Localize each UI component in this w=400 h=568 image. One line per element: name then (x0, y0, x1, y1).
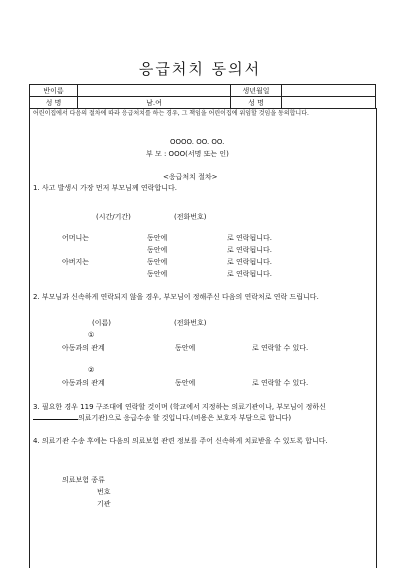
time-column-label: (시간/기간) (96, 213, 131, 221)
gender-field[interactable]: 남.여 (78, 97, 231, 109)
info-table (29, 84, 376, 109)
mother-during-1: 동안에 (147, 234, 168, 242)
mother-during-2: 동안에 (147, 246, 168, 254)
insurance-number-label: 번호 (97, 488, 111, 496)
step-4: 4. 의료기관 수송 후에는 다음의 의료보험 관련 정보를 주어 신속하게 치료받을 수 있도록 합니다. (33, 437, 328, 445)
hospital-blank[interactable] (33, 413, 78, 420)
parent-signature-line: 부 모 : OOO(서명 또는 인) (146, 150, 229, 158)
signature-field[interactable] (282, 97, 376, 109)
father-during-1: 동안에 (147, 258, 168, 266)
page-title: 응급처치 동의서 (138, 60, 262, 78)
step-3 (33, 402, 371, 424)
mother-contact-1: 로 연락됩니다. (227, 234, 273, 242)
step-3-text-a: 3. 필요한 경우 119 구조대에 연락할 것이며 (학교에서 지정하는 의료기관이나, 부모님이 정하신 (33, 403, 326, 411)
name-label: 성 명 (30, 97, 78, 109)
father-label: 아버지는 (62, 258, 90, 266)
contact-1-during: 동안에 (175, 344, 196, 352)
procedure-title: <응급처치 절차> (163, 173, 218, 181)
step-3-text-b: 의료기관)으로 응급수송 할 것입니다.(비용은 보호자 부담으로 합니다) (78, 414, 292, 422)
father-contact-2: 로 연락됩니다. (227, 270, 273, 278)
phone-column-label-2: (전화번호) (174, 319, 207, 327)
intro-text: 어린이집에서 다음의 절차에 따라 응급처치를 하는 경우, 그 책임을 어린이집에 위임할 것임을 동의합니다. (33, 110, 309, 117)
class-label: 반이름 (30, 85, 78, 97)
contact-2-during: 동안에 (175, 379, 196, 387)
birth-label: 생년월일 (231, 85, 282, 97)
insurance-org-label: 기관 (97, 500, 111, 508)
contact-1-relation: 아동과의 관계 (62, 344, 105, 352)
class-field[interactable] (78, 85, 231, 97)
insurance-type-label: 의료보험 종류 (62, 476, 105, 484)
contact-2-marker: ② (88, 366, 95, 374)
father-during-2: 동안에 (147, 270, 168, 278)
mother-label: 어머니는 (62, 234, 90, 242)
step-2: 2. 부모님과 신속하게 연락되지 않을 경우, 부모님이 정해주신 다음의 연락처로 연락 드립니다. (33, 293, 319, 301)
father-contact-1: 로 연락됩니다. (227, 258, 273, 266)
signature-label: 성 명 (231, 97, 282, 109)
contact-2-can-contact: 로 연락할 수 있다. (252, 379, 309, 387)
contact-1-marker: ① (88, 331, 95, 339)
step-1: 1. 사고 발생시 가장 먼저 부모님께 연락합니다. (33, 184, 177, 192)
contact-2-relation: 아동과의 관계 (62, 379, 105, 387)
name-column-label: (이름) (92, 319, 111, 327)
contact-1-can-contact: 로 연락할 수 있다. (252, 344, 309, 352)
birth-field[interactable] (282, 85, 376, 97)
phone-column-label: (전화번호) (174, 213, 207, 221)
mother-contact-2: 로 연락됩니다. (227, 246, 273, 254)
date-line: OOOO. OO. OO. (170, 138, 225, 146)
